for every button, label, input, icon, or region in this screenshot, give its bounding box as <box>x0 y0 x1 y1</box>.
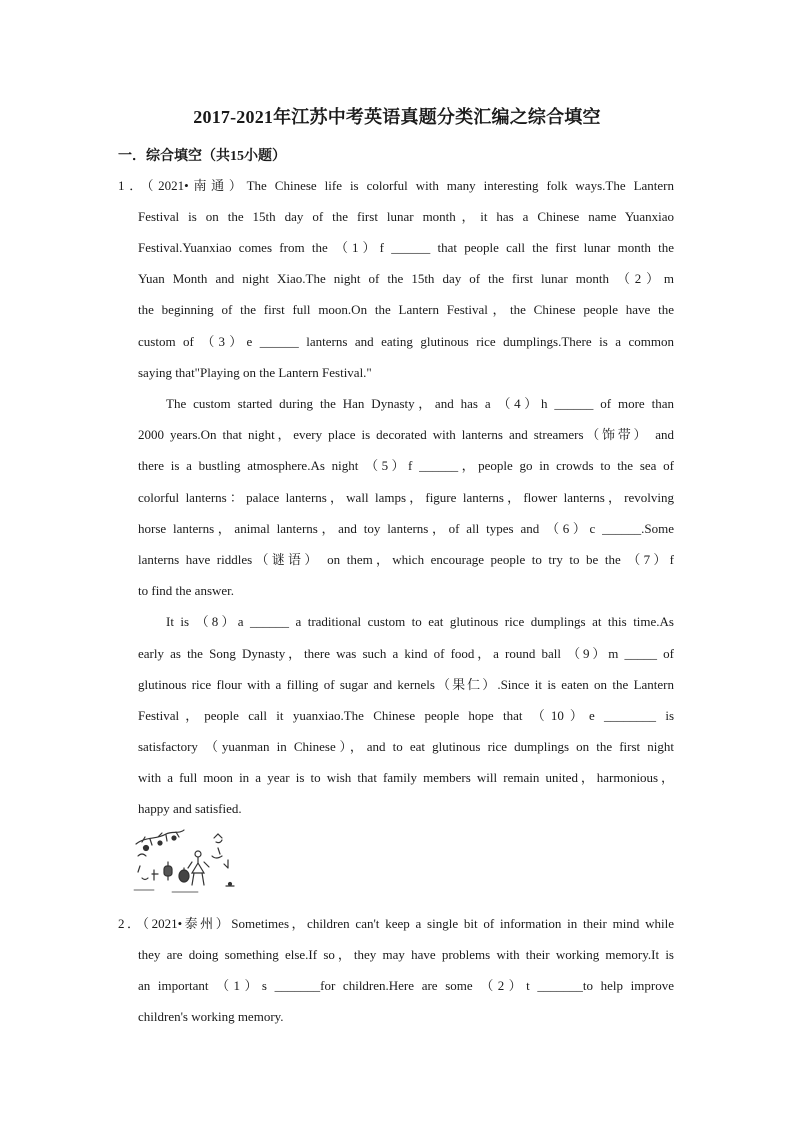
document-title: 2017-2021年江苏中考英语真题分类汇编之综合填空 <box>193 107 601 127</box>
q1-line: The custom started during the Han Dynasty，and has a （4）h ______ of more than <box>166 396 674 411</box>
q1-line: early as the Song Dynasty，there was such a kind of food，a round ball （9）m _____ of <box>138 646 674 661</box>
q1-line: with a full moon in a year is to wish that family members will remain united，harmonious， <box>138 770 674 785</box>
q1-line: there is a bustling atmosphere.As night （5）f ______，people go in crowds to the sea of <box>138 458 674 473</box>
q1-line: happy and satisfied. <box>138 801 242 816</box>
section-heading: 一．综合填空（共15小题） <box>118 149 286 164</box>
q1-line: saying that"Playing on the Lantern Festival." <box>138 365 372 380</box>
q1-line: horse lanterns，animal lanterns，and toy lanterns，of all types and （6）c ______.Some <box>138 521 674 536</box>
q1-line: colorful lanterns：palace lanterns，wall lamps，figure lanterns，flower lanterns，revolving <box>138 490 674 505</box>
q2-line: an important （1）s _______for children.Here are some （2）t _______to help improve <box>138 978 674 993</box>
q1-line: to find the answer. <box>138 583 235 598</box>
q2-line: they are doing something else.If so，they may have problems with their working memory.It is <box>138 947 674 962</box>
q1-line: Festival，people call it yuanxiao.The Chinese people hope that （10）e ________ is <box>138 708 674 723</box>
q2-line: 2．（2021•泰州）Sometimes，children can't keep a single bit of information in their mind while <box>118 916 674 931</box>
q1-line: It is （8）a ______ a traditional custom to eat glutinous rice dumplings at this time.As <box>166 614 674 629</box>
q1-line: satisfactory （yuanman in Chinese），and to eat glutinous rice dumplings on the first night <box>138 739 674 754</box>
q2-line: children's working memory. <box>138 1009 284 1024</box>
q1-line: Festival is on the 15th day of the first lunar month，it has a Chinese name Yuanxiao <box>138 209 674 224</box>
q1-line: 2000 years.On that night，every place is decorated with lanterns and streamers（饰带） and <box>138 427 674 442</box>
q1-line: lanterns have riddles（谜语） on them，which encourage people to try to be the （7）f <box>138 552 674 567</box>
q1-line: Festival.Yuanxiao comes from the （1）f ______ that people call the first lunar month the <box>138 240 674 255</box>
q1-line: the beginning of the first full moon.On the Lantern Festival，the Chinese people have the <box>138 302 674 317</box>
q1-line: custom of （3）e ______ lanterns and eating glutinous rice dumplings.There is a common <box>138 334 674 349</box>
q1-line: glutinous rice flour with a filling of sugar and kernels（果仁）.Since it is eaten on the Lantern <box>138 677 674 692</box>
q1-line: 1．（2021•南通）The Chinese life is colorful with many interesting folk ways.The Lantern <box>118 178 674 193</box>
q1-line: Yuan Month and night Xiao.The night of the 15th day of the first lunar month （2）m <box>138 271 674 286</box>
lantern-festival-illustration <box>132 826 240 896</box>
